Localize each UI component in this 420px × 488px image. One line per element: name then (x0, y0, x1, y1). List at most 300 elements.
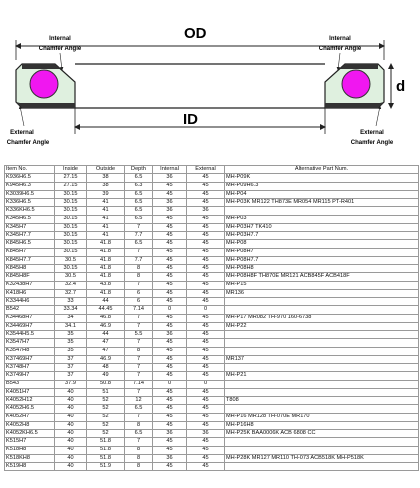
cell-outside: 41 (87, 215, 125, 223)
cell-external: 45 (187, 174, 225, 182)
cell-alternative-part: MH-P08H7 (225, 248, 419, 256)
cell-alternative-part: MH-P28K MR127 MR110 TH-073 ACB518K MH-P518K (225, 454, 419, 462)
cell-depth: 8 (125, 347, 153, 355)
cell-internal: 45 (153, 421, 187, 429)
cell-alternative-part: MH-P09H6.3 (225, 182, 419, 190)
cell-depth: 6.5 (125, 174, 153, 182)
header-outside: Outside (87, 166, 125, 174)
table-row (5, 289, 419, 297)
cell-depth: 7 (125, 372, 153, 380)
cell-depth: 12 (125, 397, 153, 405)
cell-external: 45 (187, 273, 225, 281)
table-row (5, 314, 419, 322)
cell-external: 45 (187, 298, 225, 306)
cell-outside: 41.8 (87, 265, 125, 273)
cell-alternative-part (225, 446, 419, 454)
cell-inside: 30.15 (55, 190, 87, 198)
cell-internal: 45 (153, 372, 187, 380)
cell-internal: 45 (153, 388, 187, 396)
cell-inside: 37 (55, 364, 87, 372)
cell-outside: 52 (87, 397, 125, 405)
cell-external: 45 (187, 215, 225, 223)
table-row (5, 339, 419, 347)
cell-outside: 51 (87, 388, 125, 396)
cell-alternative-part: MH-P16 MR128 TH-070E MR170 (225, 413, 419, 421)
cell-inside: 27.15 (55, 182, 87, 190)
cell-outside: 39 (87, 190, 125, 198)
cell-inside: 30.15 (55, 232, 87, 240)
header-inside: Inside (55, 166, 87, 174)
cell-internal: 45 (153, 397, 187, 405)
cell-item-no: K34468H7 (5, 314, 55, 322)
cell-item-no: K518H8 (5, 446, 55, 454)
cell-external: 0 (187, 306, 225, 314)
cell-internal: 45 (153, 215, 187, 223)
cell-internal: 36 (153, 207, 187, 215)
cell-inside: 40 (55, 438, 87, 446)
id-label: ID (183, 111, 198, 128)
cell-depth: 7 (125, 388, 153, 396)
cell-outside: 41.8 (87, 256, 125, 264)
cell-outside: 41 (87, 223, 125, 231)
left-bearing-section (16, 64, 75, 108)
cell-inside: 33.34 (55, 306, 87, 314)
cell-inside: 30.5 (55, 273, 87, 281)
cell-outside: 44 (87, 298, 125, 306)
cell-internal: 45 (153, 273, 187, 281)
cell-outside: 52 (87, 413, 125, 421)
header-alternative-part: Alternative Part Num. (225, 166, 419, 174)
cell-external: 45 (187, 289, 225, 297)
cell-item-no: B542 (5, 306, 55, 314)
external-chamfer-label-right-1: External (360, 130, 384, 136)
cell-item-no: K945H6.3 (5, 182, 55, 190)
cell-item-no: K518KH8 (5, 454, 55, 462)
cell-depth: 7 (125, 248, 153, 256)
cell-internal: 36 (153, 331, 187, 339)
cell-item-no: K3547H7 (5, 339, 55, 347)
cell-alternative-part (225, 438, 419, 446)
internal-chamfer-label-right-1: Internal (329, 36, 351, 42)
cell-external: 45 (187, 281, 225, 289)
cell-depth: 7.7 (125, 256, 153, 264)
cell-alternative-part: MH-P04 (225, 190, 419, 198)
cell-external: 45 (187, 199, 225, 207)
cell-external: 45 (187, 405, 225, 413)
cell-external: 36 (187, 207, 225, 215)
cell-item-no: K4051H7 (5, 388, 55, 396)
cell-external: 45 (187, 322, 225, 330)
table-row (5, 232, 419, 240)
cell-external: 45 (187, 446, 225, 454)
cell-outside: 43.8 (87, 281, 125, 289)
cell-external: 45 (187, 339, 225, 347)
cell-outside: 52 (87, 430, 125, 438)
cell-depth: 8 (125, 421, 153, 429)
external-chamfer-label-left-1: External (10, 130, 34, 136)
cell-item-no: K845H8F (5, 273, 55, 281)
cell-depth: 7 (125, 339, 153, 347)
cell-inside: 40 (55, 405, 87, 413)
cell-depth: 5.5 (125, 331, 153, 339)
specs-table (4, 165, 419, 471)
cell-inside: 35 (55, 347, 87, 355)
table-row (5, 438, 419, 446)
cell-external: 45 (187, 355, 225, 363)
cell-item-no: K345H7.7 (5, 232, 55, 240)
table-row (5, 240, 419, 248)
cell-inside: 30.15 (55, 240, 87, 248)
cell-depth: 8 (125, 463, 153, 471)
table-row (5, 199, 419, 207)
table-row (5, 174, 419, 182)
table-row (5, 364, 419, 372)
table-row (5, 388, 419, 396)
cell-depth: 7 (125, 413, 153, 421)
od-label: OD (184, 25, 207, 42)
cell-item-no: K845H8 (5, 265, 55, 273)
cell-depth: 7.7 (125, 232, 153, 240)
headset-bearing-diagram (0, 0, 420, 164)
cell-inside: 34.1 (55, 322, 87, 330)
cell-outside: 41.8 (87, 240, 125, 248)
cell-depth: 6.5 (125, 405, 153, 413)
cell-inside: 40 (55, 430, 87, 438)
cell-inside: 30.5 (55, 256, 87, 264)
cell-external: 45 (187, 248, 225, 256)
cell-inside: 40 (55, 413, 87, 421)
cell-item-no: K336KH6.5 (5, 207, 55, 215)
cell-outside: 51.8 (87, 446, 125, 454)
table-row (5, 380, 419, 388)
table-row (5, 405, 419, 413)
table-row (5, 265, 419, 273)
cell-alternative-part: T808 (225, 397, 419, 405)
cell-item-no: K519H8 (5, 463, 55, 471)
cell-depth: 6.3 (125, 182, 153, 190)
cell-internal: 45 (153, 339, 187, 347)
cell-outside: 38 (87, 174, 125, 182)
cell-depth: 7.14 (125, 306, 153, 314)
table-row (5, 248, 419, 256)
cell-inside: 40 (55, 446, 87, 454)
table-row (5, 454, 419, 462)
table-row (5, 421, 419, 429)
table-row (5, 256, 419, 264)
cell-depth: 8 (125, 273, 153, 281)
cell-alternative-part (225, 463, 419, 471)
cell-outside: 51.8 (87, 454, 125, 462)
cell-internal: 45 (153, 223, 187, 231)
cell-alternative-part (225, 207, 419, 215)
table-row (5, 281, 419, 289)
cell-external: 45 (187, 314, 225, 322)
cell-internal: 45 (153, 364, 187, 372)
cell-inside: 30.15 (55, 223, 87, 231)
specs-table-wrapper (4, 165, 418, 471)
cell-alternative-part: MR137 (225, 355, 419, 363)
table-row (5, 298, 419, 306)
d-label: d (396, 78, 406, 95)
cell-internal: 45 (153, 248, 187, 256)
cell-alternative-part: MH-P08H8 (225, 265, 419, 273)
cell-outside: 46.9 (87, 355, 125, 363)
table-row (5, 430, 419, 438)
cell-outside: 46.9 (87, 322, 125, 330)
cell-depth: 6.5 (125, 215, 153, 223)
cell-internal: 45 (153, 265, 187, 273)
cell-internal: 45 (153, 438, 187, 446)
cell-outside: 41 (87, 199, 125, 207)
cell-depth: 8 (125, 446, 153, 454)
table-row (5, 190, 419, 198)
cell-external: 45 (187, 388, 225, 396)
cell-depth: 7 (125, 281, 153, 289)
cell-outside: 47 (87, 339, 125, 347)
cell-inside: 30.15 (55, 248, 87, 256)
cell-internal: 36 (153, 430, 187, 438)
cell-inside: 40 (55, 454, 87, 462)
cell-alternative-part (225, 347, 419, 355)
table-row (5, 182, 419, 190)
cell-inside: 40 (55, 397, 87, 405)
cell-item-no: K4052H7 (5, 413, 55, 421)
cell-inside: 27.15 (55, 174, 87, 182)
cell-alternative-part: MH-P17 MR082 TH-970 160-6738 (225, 314, 419, 322)
cell-alternative-part: MH-P03K MR122 TH873E MR054 MR115 PT-R401 (225, 199, 419, 207)
cell-alternative-part: MR136 (225, 289, 419, 297)
cell-external: 45 (187, 190, 225, 198)
cell-external: 45 (187, 182, 225, 190)
cell-item-no: K32438H7 (5, 281, 55, 289)
cell-item-no: K4052H12 (5, 397, 55, 405)
table-row (5, 223, 419, 231)
cell-item-no: K34469H7 (5, 322, 55, 330)
table-row (5, 355, 419, 363)
cell-internal: 45 (153, 347, 187, 355)
cell-external: 45 (187, 364, 225, 372)
cell-alternative-part (225, 298, 419, 306)
table-row (5, 306, 419, 314)
cell-depth: 6 (125, 289, 153, 297)
cell-alternative-part: MH-P21 (225, 372, 419, 380)
cell-alternative-part: MH-P16H8 (225, 421, 419, 429)
cell-item-no: K418H6 (5, 289, 55, 297)
cell-outside: 44.45 (87, 306, 125, 314)
table-header-row (5, 166, 419, 174)
cell-inside: 33 (55, 298, 87, 306)
cell-inside: 32.7 (55, 289, 87, 297)
cell-outside: 52 (87, 405, 125, 413)
table-row (5, 215, 419, 223)
cell-depth: 7 (125, 223, 153, 231)
table-row (5, 463, 419, 471)
cell-inside: 30.15 (55, 199, 87, 207)
table-row (5, 413, 419, 421)
cell-depth: 6.5 (125, 199, 153, 207)
cell-depth: 8 (125, 265, 153, 273)
cell-item-no: K4052H6.5 (5, 405, 55, 413)
internal-chamfer-label-left-2: Chamfer Angle (38, 46, 82, 52)
cell-internal: 45 (153, 413, 187, 421)
cell-inside: 35 (55, 339, 87, 347)
cell-internal: 45 (153, 182, 187, 190)
cell-external: 45 (187, 463, 225, 471)
cell-outside: 49 (87, 372, 125, 380)
table-row (5, 322, 419, 330)
cell-internal: 45 (153, 405, 187, 413)
cell-external: 45 (187, 421, 225, 429)
cell-item-no: K936H6.5 (5, 174, 55, 182)
table-row (5, 446, 419, 454)
cell-internal: 45 (153, 298, 187, 306)
cell-depth: 7.14 (125, 380, 153, 388)
cell-internal: 45 (153, 190, 187, 198)
cell-item-no: K3748H7 (5, 364, 55, 372)
cell-internal: 45 (153, 256, 187, 264)
cell-external: 45 (187, 232, 225, 240)
cell-alternative-part: MH-P15 (225, 281, 419, 289)
external-chamfer-label-right-2: Chamfer Angle (350, 140, 394, 146)
cell-inside: 34 (55, 314, 87, 322)
cell-internal: 0 (153, 306, 187, 314)
cell-internal: 45 (153, 289, 187, 297)
cell-alternative-part (225, 364, 419, 372)
cell-alternative-part: MH-P08H7.7 (225, 256, 419, 264)
cell-internal: 45 (153, 355, 187, 363)
cell-internal: 45 (153, 463, 187, 471)
cell-item-no: K515H7 (5, 438, 55, 446)
cell-outside: 41.8 (87, 248, 125, 256)
cell-outside: 41 (87, 232, 125, 240)
cell-inside: 40 (55, 463, 87, 471)
cell-depth: 7 (125, 322, 153, 330)
cell-internal: 36 (153, 174, 187, 182)
cell-item-no: K4052H8 (5, 421, 55, 429)
cell-internal: 45 (153, 314, 187, 322)
table-row (5, 347, 419, 355)
cell-inside: 32.4 (55, 281, 87, 289)
cell-item-no: K336H6.5 (5, 199, 55, 207)
cell-item-no: K845H7.7 (5, 256, 55, 264)
cell-item-no: K37469H7 (5, 355, 55, 363)
cell-outside: 48 (87, 364, 125, 372)
cell-internal: 0 (153, 380, 187, 388)
cell-item-no: K3749H7 (5, 372, 55, 380)
cell-alternative-part (225, 306, 419, 314)
cell-depth: 6.5 (125, 207, 153, 215)
internal-chamfer-label-left-1: Internal (49, 36, 71, 42)
cell-inside: 40 (55, 421, 87, 429)
cell-outside: 51.9 (87, 463, 125, 471)
internal-chamfer-label-right-2: Chamfer Angle (318, 46, 362, 52)
cell-inside: 35 (55, 331, 87, 339)
cell-alternative-part: MH-P08H8F TH870E MR121 ACB845F ACB418F (225, 273, 419, 281)
cell-outside: 41.8 (87, 289, 125, 297)
cell-internal: 36 (153, 199, 187, 207)
cell-alternative-part (225, 388, 419, 396)
cell-outside: 50.8 (87, 380, 125, 388)
cell-depth: 7 (125, 364, 153, 372)
cell-item-no: K3547H8 (5, 347, 55, 355)
cell-inside: 37 (55, 372, 87, 380)
cell-alternative-part: MH-P03H7.7 (225, 232, 419, 240)
cell-depth: 7 (125, 438, 153, 446)
cell-alternative-part (225, 380, 419, 388)
cell-alternative-part: MH-P09K (225, 174, 419, 182)
cell-outside: 52 (87, 421, 125, 429)
cell-depth: 6.5 (125, 190, 153, 198)
cell-external: 45 (187, 331, 225, 339)
cell-outside: 51.8 (87, 438, 125, 446)
cell-outside: 46.8 (87, 314, 125, 322)
cell-external: 45 (187, 397, 225, 405)
cell-item-no: K845H6.5 (5, 240, 55, 248)
cell-item-no: K345H6.5 (5, 215, 55, 223)
cell-internal: 45 (153, 281, 187, 289)
cell-internal: 45 (153, 322, 187, 330)
cell-item-no: K3344H6 (5, 298, 55, 306)
header-external: External (187, 166, 225, 174)
right-bearing-section (325, 64, 384, 108)
cell-alternative-part: MH-P22 (225, 322, 419, 330)
cell-alternative-part (225, 331, 419, 339)
cell-item-no: B543 (5, 380, 55, 388)
external-chamfer-label-left-2: Chamfer Angle (6, 140, 50, 146)
cell-internal: 45 (153, 446, 187, 454)
table-row (5, 372, 419, 380)
cell-item-no: K3544H5.5 (5, 331, 55, 339)
cell-depth: 8 (125, 454, 153, 462)
cell-inside: 37.9 (55, 380, 87, 388)
header-item-no: Item No. (5, 166, 55, 174)
cell-external: 45 (187, 240, 225, 248)
cell-alternative-part: MH-P08 (225, 240, 419, 248)
cell-external: 45 (187, 256, 225, 264)
table-row (5, 331, 419, 339)
table-row (5, 207, 419, 215)
cell-depth: 7 (125, 355, 153, 363)
cell-internal: 45 (153, 232, 187, 240)
cell-item-no: K345H7 (5, 223, 55, 231)
cell-external: 45 (187, 347, 225, 355)
cell-external: 45 (187, 265, 225, 273)
cell-external: 45 (187, 413, 225, 421)
header-depth: Depth (125, 166, 153, 174)
table-row (5, 273, 419, 281)
cell-outside: 44 (87, 331, 125, 339)
cell-depth: 6.5 (125, 430, 153, 438)
cell-alternative-part (225, 339, 419, 347)
table-row (5, 397, 419, 405)
cell-alternative-part (225, 405, 419, 413)
cell-inside: 30.15 (55, 207, 87, 215)
cell-outside: 38 (87, 182, 125, 190)
cell-internal: 45 (153, 240, 187, 248)
cell-alternative-part: MH-P03 (225, 215, 419, 223)
cell-outside: 41.8 (87, 273, 125, 281)
cell-external: 36 (187, 430, 225, 438)
cell-depth: 6 (125, 298, 153, 306)
cell-inside: 30.15 (55, 265, 87, 273)
cell-external: 45 (187, 223, 225, 231)
cell-inside: 37 (55, 355, 87, 363)
cell-inside: 30.15 (55, 215, 87, 223)
cell-depth: 7 (125, 314, 153, 322)
cell-depth: 6.5 (125, 240, 153, 248)
cell-external: 45 (187, 438, 225, 446)
cell-external: 45 (187, 372, 225, 380)
